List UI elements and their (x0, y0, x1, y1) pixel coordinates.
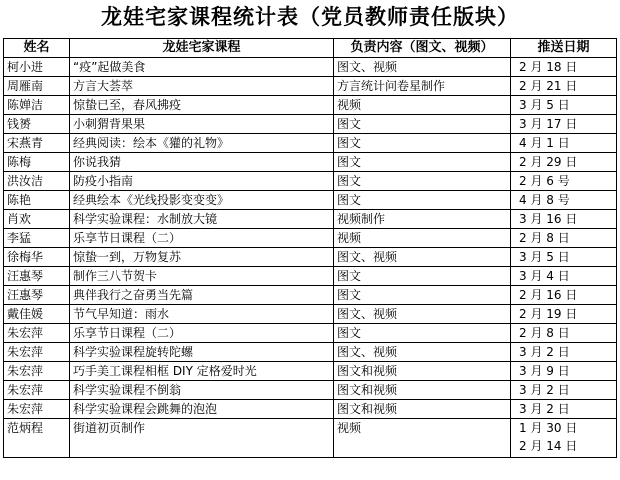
course-cell: 制作三八节贺卡 (70, 267, 334, 286)
teacher-name-cell: 宋燕青 (4, 134, 70, 153)
table-row (4, 248, 617, 267)
date-value: 2 月 14 日 (519, 439, 578, 453)
teacher-name-cell: 朱宏萍 (4, 362, 70, 381)
date-cell (511, 229, 617, 248)
table-row (4, 419, 617, 458)
table-row (4, 400, 617, 419)
table-row (4, 134, 617, 153)
content-cell: 图文 (334, 172, 511, 191)
course-cell: 乐享节日课程（二） (70, 324, 334, 343)
date-value: 2 月 6 号 (519, 174, 570, 188)
content-cell: 图文 (334, 134, 511, 153)
date-value: 3 月 2 日 (519, 402, 570, 416)
content-cell: 图文和视频 (334, 362, 511, 381)
date-value: 4 月 8 号 (519, 193, 570, 207)
date-value: 3 月 4 日 (519, 269, 570, 283)
date-value: 2 月 19 日 (519, 307, 578, 321)
course-stats-table (3, 38, 617, 458)
date-cell (511, 381, 617, 400)
date-cell (511, 77, 617, 96)
table-row (4, 324, 617, 343)
content-cell: 图文、视频 (334, 58, 511, 77)
teacher-name-cell: 洪汝洁 (4, 172, 70, 191)
date-cell (511, 115, 617, 134)
content-cell: 视频 (334, 419, 511, 458)
date-cell (511, 343, 617, 362)
teacher-name-cell: 汪惠琴 (4, 267, 70, 286)
teacher-name-cell: 柯小进 (4, 58, 70, 77)
date-value: 3 月 9 日 (519, 364, 570, 378)
course-cell: 街道初页制作 (70, 419, 334, 458)
date-cell (511, 267, 617, 286)
content-cell: 图文、视频 (334, 343, 511, 362)
table-row (4, 58, 617, 77)
date-value: 2 月 21 日 (519, 79, 578, 93)
date-cell (511, 58, 617, 77)
teacher-name-cell: 徐梅华 (4, 248, 70, 267)
date-cell (511, 96, 617, 115)
content-cell: 图文 (334, 324, 511, 343)
date-cell (511, 191, 617, 210)
date-cell (511, 324, 617, 343)
date-cell (511, 134, 617, 153)
table-row (4, 305, 617, 324)
date-cell (511, 362, 617, 381)
date-cell (511, 210, 617, 229)
table-row (4, 229, 617, 248)
teacher-name-cell: 朱宏萍 (4, 400, 70, 419)
table-row (4, 343, 617, 362)
date-cell (511, 305, 617, 324)
date-cell (511, 400, 617, 419)
header-date: 推送日期 (511, 39, 617, 58)
date-cell (511, 419, 617, 458)
course-cell: 巧手美工课程相框 DIY 定格爱时光 (70, 362, 334, 381)
course-cell: 科学实验课程旋转陀螺 (70, 343, 334, 362)
table-row (4, 267, 617, 286)
table-row (4, 210, 617, 229)
date-value: 3 月 2 日 (519, 383, 570, 397)
date-value: 2 月 29 日 (519, 155, 578, 169)
course-cell: 你说我猜 (70, 153, 334, 172)
date-cell (511, 248, 617, 267)
date-value: 2 月 8 日 (519, 326, 570, 340)
course-cell: 方言大荟萃 (70, 77, 334, 96)
content-cell: 视频 (334, 96, 511, 115)
date-value: 2 月 8 日 (519, 231, 570, 245)
course-cell: 惊蛰已至，春风拂疫 (70, 96, 334, 115)
header-content: 负责内容（图文、视频） (334, 39, 511, 58)
date-cell (511, 153, 617, 172)
table-row (4, 77, 617, 96)
teacher-name-cell: 肖欢 (4, 210, 70, 229)
teacher-name-cell: 周雁南 (4, 77, 70, 96)
course-cell: 节气早知道：雨水 (70, 305, 334, 324)
course-cell: 科学实验课程会跳舞的泡泡 (70, 400, 334, 419)
content-cell: 图文 (334, 286, 511, 305)
date-value: 3 月 5 日 (519, 98, 570, 112)
content-cell: 视频制作 (334, 210, 511, 229)
content-cell: 图文、视频 (334, 305, 511, 324)
date-value: 1 月 30 日 (519, 421, 578, 435)
course-cell: 惊蛰一到，万物复苏 (70, 248, 334, 267)
teacher-name-cell: 陈艳 (4, 191, 70, 210)
date-value: 2 月 18 日 (519, 60, 578, 74)
date-value: 3 月 16 日 (519, 212, 578, 226)
table-row (4, 381, 617, 400)
date-value: 4 月 1 日 (519, 136, 570, 150)
course-cell: 科学实验课程不倒翁 (70, 381, 334, 400)
content-cell: 图文和视频 (334, 381, 511, 400)
date-value: 3 月 2 日 (519, 345, 570, 359)
course-cell: 典伴我行之奋勇当先篇 (70, 286, 334, 305)
table-title: 龙娃宅家课程统计表（党员教师责任版块） (101, 4, 519, 29)
course-cell: 科学实验课程：水制放大镜 (70, 210, 334, 229)
table-row (4, 153, 617, 172)
teacher-name-cell: 朱宏萍 (4, 343, 70, 362)
date-value: 3 月 5 日 (519, 250, 570, 264)
course-cell: 防疫小指南 (70, 172, 334, 191)
teacher-name-cell: 汪惠琴 (4, 286, 70, 305)
course-cell: 小刺猬背果果 (70, 115, 334, 134)
teacher-name-cell: 范炳程 (4, 419, 70, 458)
header-course: 龙娃宅家课程 (70, 39, 334, 58)
teacher-name-cell: 钱赟 (4, 115, 70, 134)
course-cell: 经典阅读：绘本《獾的礼物》 (70, 134, 334, 153)
course-cell: 乐享节日课程（二） (70, 229, 334, 248)
content-cell: 图文 (334, 153, 511, 172)
teacher-name-cell: 朱宏萍 (4, 381, 70, 400)
header-row (4, 39, 617, 58)
content-cell: 方言统计问卷星制作 (334, 77, 511, 96)
content-cell: 图文 (334, 115, 511, 134)
date-cell (511, 286, 617, 305)
table-row (4, 191, 617, 210)
course-cell: 经典绘本《光线投影变变变》 (70, 191, 334, 210)
table-row (4, 115, 617, 134)
table-row (4, 286, 617, 305)
teacher-name-cell: 陈梅 (4, 153, 70, 172)
date-cell (511, 172, 617, 191)
content-cell: 图文和视频 (334, 400, 511, 419)
table-row (4, 96, 617, 115)
content-cell: 图文 (334, 191, 511, 210)
header-name: 姓名 (4, 39, 70, 58)
table-row (4, 362, 617, 381)
course-cell: “疫”起做美食 (70, 58, 334, 77)
content-cell: 图文 (334, 267, 511, 286)
date-value: 3 月 17 日 (519, 117, 578, 131)
table-body (4, 58, 617, 458)
teacher-name-cell: 戴佳媛 (4, 305, 70, 324)
teacher-name-cell: 李猛 (4, 229, 70, 248)
teacher-name-cell: 陈婵洁 (4, 96, 70, 115)
table-row (4, 172, 617, 191)
content-cell: 视频 (334, 229, 511, 248)
content-cell: 图文、视频 (334, 248, 511, 267)
date-value: 2 月 16 日 (519, 288, 578, 302)
teacher-name-cell: 朱宏萍 (4, 324, 70, 343)
